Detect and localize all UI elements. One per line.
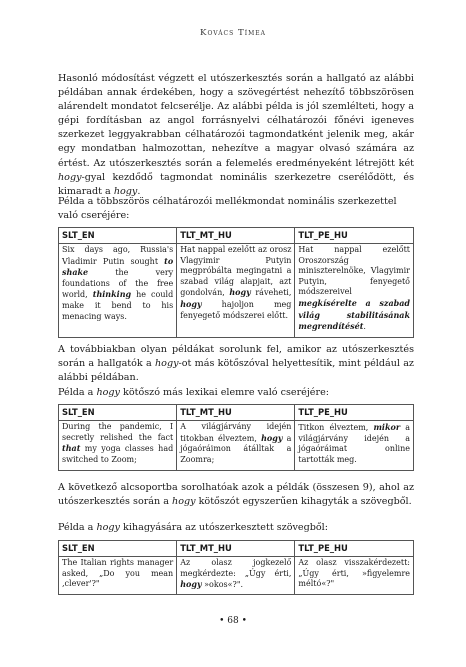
t1-c2-c: ráveheti, <box>250 288 292 298</box>
para2-text-c: -ot más kötőszóval helyettesítik, mint például az alábbi példában. <box>58 358 414 384</box>
t1-c1-e: he could make it bend to his menacing ways. <box>62 290 174 321</box>
t2-c1-c: my yoga classes had switched to Zoom; <box>62 444 174 464</box>
table-2-header-pe: TLT_PE_HU <box>295 405 414 421</box>
table-2 <box>58 404 414 471</box>
t1-c3-c: . <box>363 322 366 332</box>
t2-c2-a: A világjárvány idején titokban élveztem, <box>180 422 292 443</box>
caption-3 <box>58 521 414 535</box>
table-3-cell-slt: The Italian rights manager asked, „Do you mean ‚clever'?" <box>59 557 177 595</box>
paragraph-2 <box>58 343 414 385</box>
table-row <box>59 421 414 471</box>
para3-text-a: A következő alcsoportba sorolhatóak azok a példák (összesen 9), ahol az utószerkesztés során a <box>58 482 414 508</box>
caption-2 <box>58 386 414 400</box>
t2-c3-b: mikor <box>373 422 401 432</box>
para2-text-a: A továbbiakban olyan példákat sorolunk fel, amikor az utószerkesztés során a hallgatók a <box>58 344 414 370</box>
table-2-cell-slt <box>59 421 177 471</box>
table-1-header-pe: TLT_PE_HU <box>295 228 414 244</box>
t2-c1-b: that <box>62 443 81 454</box>
table-1 <box>58 227 414 338</box>
table-3 <box>58 540 414 595</box>
table-3-header-pe: TLT_PE_HU <box>295 541 414 557</box>
table-2-cell-mt <box>177 421 295 471</box>
running-header: Kovács Tímea <box>200 28 266 38</box>
caption-1 <box>58 195 414 223</box>
table-2-header-mt: TLT_MT_HU <box>177 405 295 421</box>
table-1-header-slt: SLT_EN <box>59 228 177 244</box>
table-1-cell-slt <box>59 244 177 338</box>
table-1-cell-pe <box>295 244 414 338</box>
t1-c2-e: hajoljon meg fenyegető módszerei előtt. <box>180 299 292 320</box>
table-3-cell-mt <box>177 557 295 595</box>
table-row <box>59 557 414 595</box>
t1-c2-a: Hat nappal ezelőtt az orosz Vlagyimir Putyin megpróbálta megingatni a szabad világ alapjait, azt gondolván, <box>180 245 292 298</box>
table-1-cell-mt <box>177 244 295 338</box>
table-3-header-mt: TLT_MT_HU <box>177 541 295 557</box>
table-1-header-row <box>59 228 414 244</box>
para1-hogy-2: hogy <box>113 185 138 197</box>
t1-c1-b: to shake <box>62 255 174 278</box>
para3-hogy: hogy <box>172 496 196 508</box>
t1-c1-c: the very foundations of the free world, <box>62 268 174 300</box>
para2-hogy: hogy <box>154 358 179 370</box>
table-2-cell-pe <box>295 421 414 471</box>
t3-c2-a: Az olasz jogkezelő megkérdezte: „Úgy érti, <box>180 558 292 578</box>
table-2-header-slt: SLT_EN <box>59 405 177 421</box>
caption3-a: Példa a <box>58 522 97 533</box>
caption2-a: Példa a <box>58 387 97 398</box>
para1-hogy-1: hogy <box>58 171 82 183</box>
t1-c2-d: hogy <box>180 298 202 309</box>
table-3-cell-pe: Az olasz visszakérdezett: „Úgy érti, »figyelemre méltó«?" <box>295 557 414 595</box>
caption2-c: kötőszó más lexikai elemre való cseréjére: <box>119 387 329 398</box>
t1-c3-a: Hat nappal ezelőtt Oroszország miniszterelnöke, Vlagyimir Putyin, fenyegető módszereivel <box>298 245 410 297</box>
para1-text-b: -gyal kezdődő tagmondat nominális szerkezetre cserélődött, és kimaradt a <box>58 171 414 197</box>
paragraph-1 <box>58 72 414 199</box>
t1-c1-d: thinking <box>92 289 132 300</box>
t1-c1-a: Six days ago, Russia's Vladimir Putin sought <box>62 245 174 266</box>
table-3-header-slt: SLT_EN <box>59 541 177 557</box>
t1-c3-b: megkísérelte a szabad világ stabilitásának megrendítését <box>298 297 410 332</box>
table-3-header-row <box>59 541 414 557</box>
caption-1-text: Példa a többszörös célhatározói mellékmondat nominális szerkezettel való cseréjére: <box>58 196 397 222</box>
table-1-header-mt: TLT_MT_HU <box>177 228 295 244</box>
t1-c2-b: hogy <box>229 287 251 298</box>
t2-c1-a: During the pandemic, I secretly relished the fact <box>62 422 174 442</box>
t3-c2-b: hogy <box>180 579 202 590</box>
t2-c3-c: a világjárvány idején a jógaóráimat online tartották meg. <box>298 423 410 464</box>
table-row <box>59 244 414 338</box>
caption3-c: kihagyására az utószerkesztett szövegből: <box>119 522 328 533</box>
caption3-hogy: hogy <box>96 522 120 533</box>
t2-c2-c: a jógaóráimon átálltak a Zoomra; <box>180 433 292 464</box>
t3-c2-c: »okos«?". <box>201 580 244 590</box>
para1-text-a: Hasonló módosítást végzett el utószerkesztés során a hallgató az alábbi példában annak érdekében, hogy a szövegértést nehezítő többszörösen alárendelt mondatot felcserélje. Az alábbi példa is jól szemlélteti, hogy a gépi fordításban az angol forrásnyelvi célhatározói főnévi igeneves szerkezet leggyakrabban célhatározói tagmondatként jelenik meg, akár egy mondatban halmozottan, nehezítve a magyar olvasó számára az értést. Az utószerkesztés során a felemelés eredményeként létrejött két <box>58 73 414 169</box>
page-number: • 68 • <box>219 616 247 626</box>
para1-text-c: . <box>137 185 141 197</box>
table-2-header-row <box>59 405 414 421</box>
caption2-hogy: hogy <box>96 387 120 398</box>
paragraph-3 <box>58 481 414 509</box>
para3-text-c: kötőszót egyszerűen kihagyták a szövegből. <box>195 496 412 508</box>
t2-c2-b: hogy <box>261 432 283 443</box>
t2-c3-a: Titkon élveztem, <box>298 423 374 432</box>
